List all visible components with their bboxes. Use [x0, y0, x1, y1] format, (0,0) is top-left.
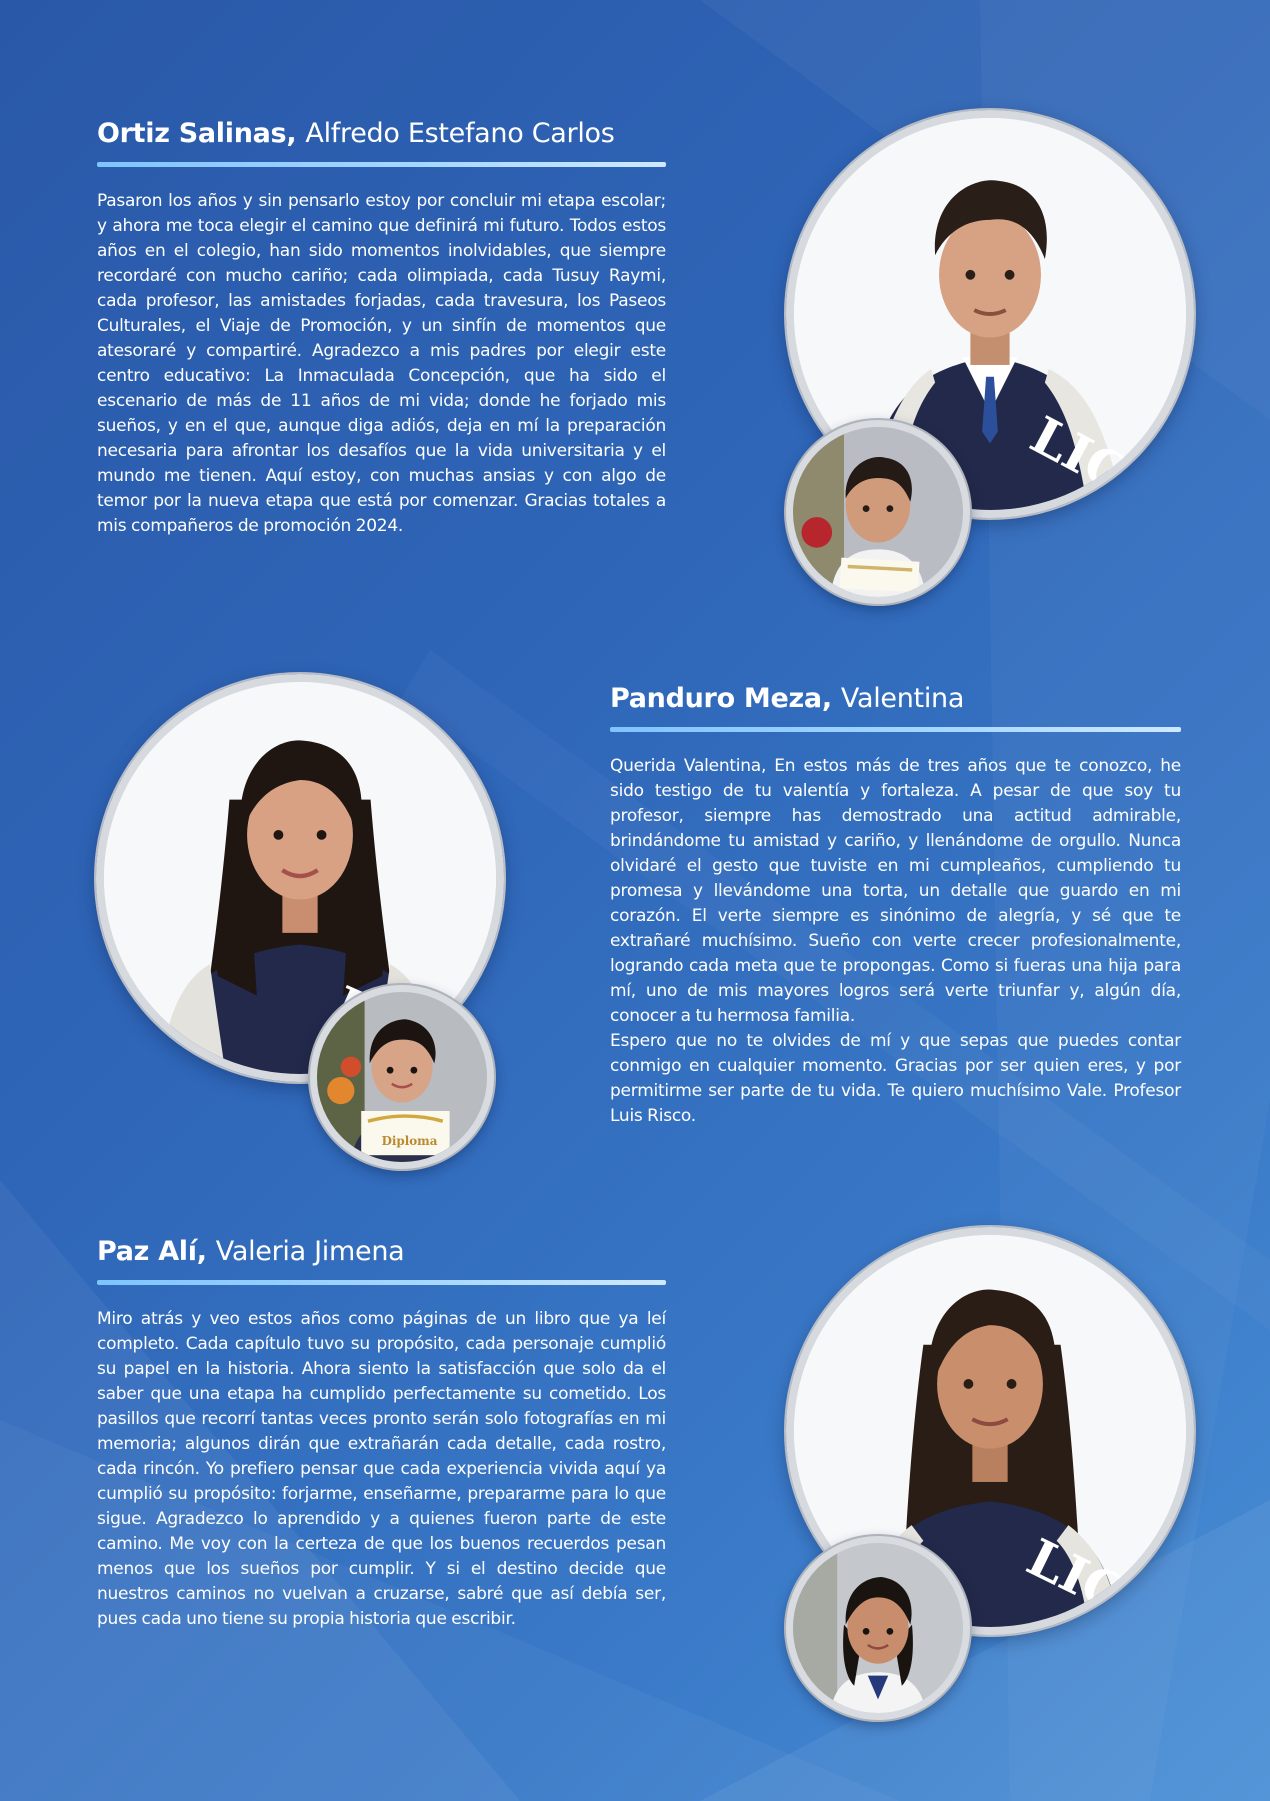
message-paragraph: Miro atrás y veo estos años como páginas de un libro que ya leí completo. Cada capítulo tuvo su propósito, cada personaje cumplió su papel en la historia. Ahora siento la satisfacción que solo da el saber que una etapa ha cumplido perfectamente su cometido. Los pasillos que recorrí tantas veces pronto serán solo fotografías en mi memoria; algunos dirán que extrañarán cada detalle, cada rostro, cada rincón. Yo prefiero pensar que cada experiencia vivida aquí ya cumplió su propósito: forjarme, enseñarme, prepararme para lo que sigue. Agradezco lo aprendido y a quienes fueron parte de este camino. Me voy con la certeza de que los buenos recuerdos pesan menos que los sueños por cumplir. Y si el destino decide que nuestros caminos no vuelvan a cruzarse, sabré que así debía ser, pues cada uno tiene su propia historia que escribir.	[97, 1309, 666, 1629]
message-paragraph: Querida Valentina, En estos más de tres años que te conozco, he sido testigo de tu valentía y fortaleza. A pesar de que soy tu profesor, siempre has demostrado una actitud admirable, brindándome tu amistad y cariño, y llenándome de orgullo. Nunca olvidaré el gesto que tuviste en mi cumpleaños, cumpliendo tu promesa y llevándome una torta, un detalle que guardo en mi corazón. El verte siempre es sinónimo de alegría, y sé que te extrañaré muchísimo. Sueño con verte crecer profesionalmente, logrando cada meta que te propongas. Como si fueras una hija para mí, uno de mis mayores logros será verte triunfar y, algún día, conocer a tu hermosa familia.	[610, 756, 1181, 1026]
jacket-letters: LIC	[1020, 405, 1138, 506]
childhood-photo	[786, 1536, 970, 1720]
student-surname: Panduro Meza,	[610, 683, 832, 714]
childhood-photo	[786, 420, 970, 604]
student-message	[97, 1307, 666, 1632]
message-paragraph: Pasaron los años y sin pensarlo estoy por concluir mi etapa escolar; y ahora me toca elegir el camino que definirá mi futuro. Todos estos años en el colegio, han sido momentos inolvidables, que siempre recordaré con mucho cariño; cada olimpiada, cada Tusuy Raymi, cada profesor, las amistades forjadas, cada travesura, los Paseos Culturales, el Viaje de Promoción, y un sinfín de momentos que atesoraré y compartiré. Agradezco a mis padres por elegir este centro educativo: La Inmaculada Concepción, que ha sido el escenario de más de 11 años de mi vida; donde he forjado mis sueños, y en el que, aunque diga adiós, deja en mí la preparación necesaria para afrontar los desafíos que la vida universitaria y el mundo me tienen. Aquí estoy, con muchas ansias y con algo de temor por la nueva etapa que está por comenzar. Gracias totales a mis compañeros de promoción 2024.	[97, 191, 666, 536]
student-name-heading	[610, 681, 1181, 717]
student-name-heading	[97, 116, 666, 152]
student-section-3	[97, 1234, 666, 1632]
student-given-names: Valeria Jimena	[215, 1236, 405, 1267]
student-message	[97, 189, 666, 539]
student-given-names: Alfredo Estefano Carlos	[305, 118, 615, 149]
student-section-1	[97, 116, 666, 539]
message-paragraph: Espero que no te olvides de mí y que sepas que puedes contar conmigo en cualquier momento. Gracias por ser quien eres, y por permitirme ser parte de tu vida. Te quiero muchísimo Vale. Profesor Luis Risco.	[610, 1031, 1181, 1126]
student-surname: Ortiz Salinas,	[97, 118, 297, 149]
student-section-2	[610, 681, 1181, 1129]
diploma-text: Diploma	[381, 1134, 438, 1148]
student-name-heading	[97, 1234, 666, 1270]
heading-underline	[97, 1280, 666, 1285]
heading-underline	[97, 162, 666, 167]
childhood-photo	[310, 985, 494, 1169]
student-given-names: Valentina	[840, 683, 965, 714]
jacket-letters: LIC	[1017, 1527, 1135, 1626]
heading-underline	[610, 727, 1181, 732]
student-message	[610, 754, 1181, 1129]
student-surname: Paz Alí,	[97, 1236, 207, 1267]
